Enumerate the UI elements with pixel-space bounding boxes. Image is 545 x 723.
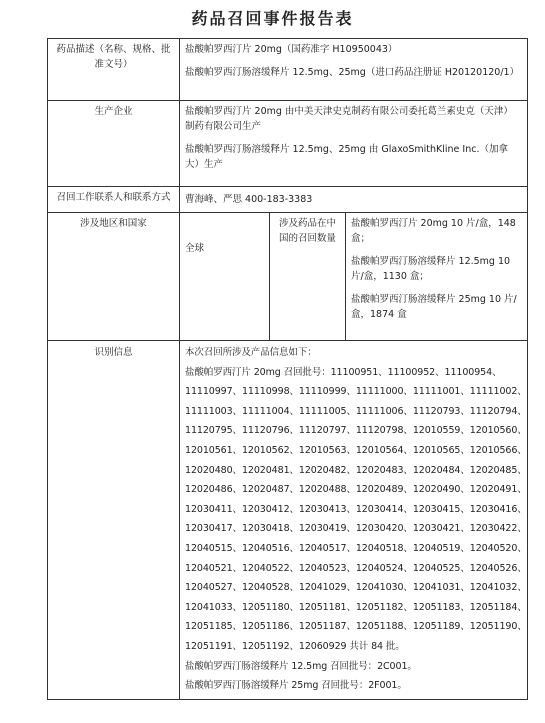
identification-line: 12041033、12051180、12051181、12051182、12051183、12051184、 (185, 601, 527, 613)
recall-quantity-label: 涉及药品在中国的召回数量 (270, 213, 346, 341)
recall-quantity-value (346, 213, 528, 341)
identification-line: 12020480、12020481、12020482、12020483、12020484、12020485、 (185, 464, 527, 476)
identification-value (180, 341, 528, 700)
contact-label: 召回工作联系人和联系方式 (48, 187, 180, 213)
recall-report-table (47, 38, 528, 700)
identification-line: 11110997、11110998、11110999、11111000、11111001、11111002、 (185, 386, 527, 398)
row-region (48, 213, 528, 341)
identification-line: 本次召回所涉及产品信息如下： (185, 347, 317, 358)
manufacturer-value (180, 101, 528, 187)
identification-line: 12040515、12040516、12040517、12040518、12040519、12040520、 (185, 542, 527, 554)
row-contact (48, 187, 528, 213)
identification-line: 盐酸帕罗西汀片 20mg 召回批号：11100951、11100952、11100954、 (185, 366, 502, 378)
manufacturer-line-2: 盐酸帕罗西汀肠溶缓释片 12.5mg、25mg 由 GlaxoSmithKline Inc.（加拿大）生产 (185, 144, 508, 170)
identification-line: 12040527、12040528、12041029、12041030、12041031、12041032、 (185, 582, 527, 594)
identification-line: 12030417、12030418、12030419、12030420、12030421、12030422、 (185, 523, 527, 535)
identification-lines (185, 343, 527, 696)
identification-line: 12040521、12040522、12040523、12040524、12040525、12040526、 (185, 562, 527, 574)
row-drug-description (48, 39, 528, 101)
identification-line: 12051191、12051192、12060929 共计 84 批。 (185, 640, 405, 652)
quantity-line-3: 盐酸帕罗西汀肠溶缓释片 25mg 10 片/盒，1874 盒 (351, 294, 517, 320)
manufacturer-label: 生产企业 (48, 101, 180, 187)
quantity-line-2: 盐酸帕罗西汀肠溶缓释片 12.5mg 10 片/盒，1130 盒； (351, 256, 511, 282)
drug-description-value (180, 39, 528, 101)
identification-line: 11111003、11111004、11111005、11111006、11120793、11120794、 (185, 405, 527, 417)
quantity-line-1: 盐酸帕罗西汀片 20mg 10 片/盒，148 盒； (351, 218, 516, 244)
region-label: 涉及地区和国家 (48, 213, 180, 341)
identification-line: 11120795、11120796、11120797、11120798、12010559、12010560、 (185, 425, 527, 437)
drug-line-2: 盐酸帕罗西汀肠溶缓释片 12.5mg、25mg（进口药品注册证 H20120120/1） (185, 67, 520, 78)
identification-line: 12010561、12010562、12010563、12010564、12010565、12010566、 (185, 444, 527, 456)
identification-line: 12051185、12051186、12051187、12051188、12051189、12051190、 (185, 621, 527, 633)
identification-line: 盐酸帕罗西汀肠溶缓释片 12.5mg 召回批号：2C001。 (185, 660, 417, 672)
row-identification (48, 341, 528, 700)
identification-line: 12030411、12030412、12030413、12030414、12030415、12030416、 (185, 503, 527, 515)
drug-line-1: 盐酸帕罗西汀片 20mg（国药准字 H10950043） (185, 44, 398, 55)
identification-label: 识别信息 (48, 341, 180, 700)
page-title: 药品召回事件报告表 (191, 9, 354, 28)
drug-description-label: 药品描述（名称、规格、批准文号） (48, 39, 180, 101)
identification-line: 盐酸帕罗西汀肠溶缓释片 25mg 召回批号：2F001。 (185, 680, 407, 692)
manufacturer-line-1: 盐酸帕罗西汀片 20mg 由中美天津史克制药有限公司委托葛兰素史克（天津）制药有限公司生产 (185, 106, 513, 132)
contact-value: 曹海峰、严思 400-183-3383 (180, 187, 528, 213)
region-value: 全球 (180, 213, 270, 341)
row-manufacturer (48, 101, 528, 187)
identification-line: 12020486、12020487、12020488、12020489、12020490、12020491、 (185, 484, 527, 496)
